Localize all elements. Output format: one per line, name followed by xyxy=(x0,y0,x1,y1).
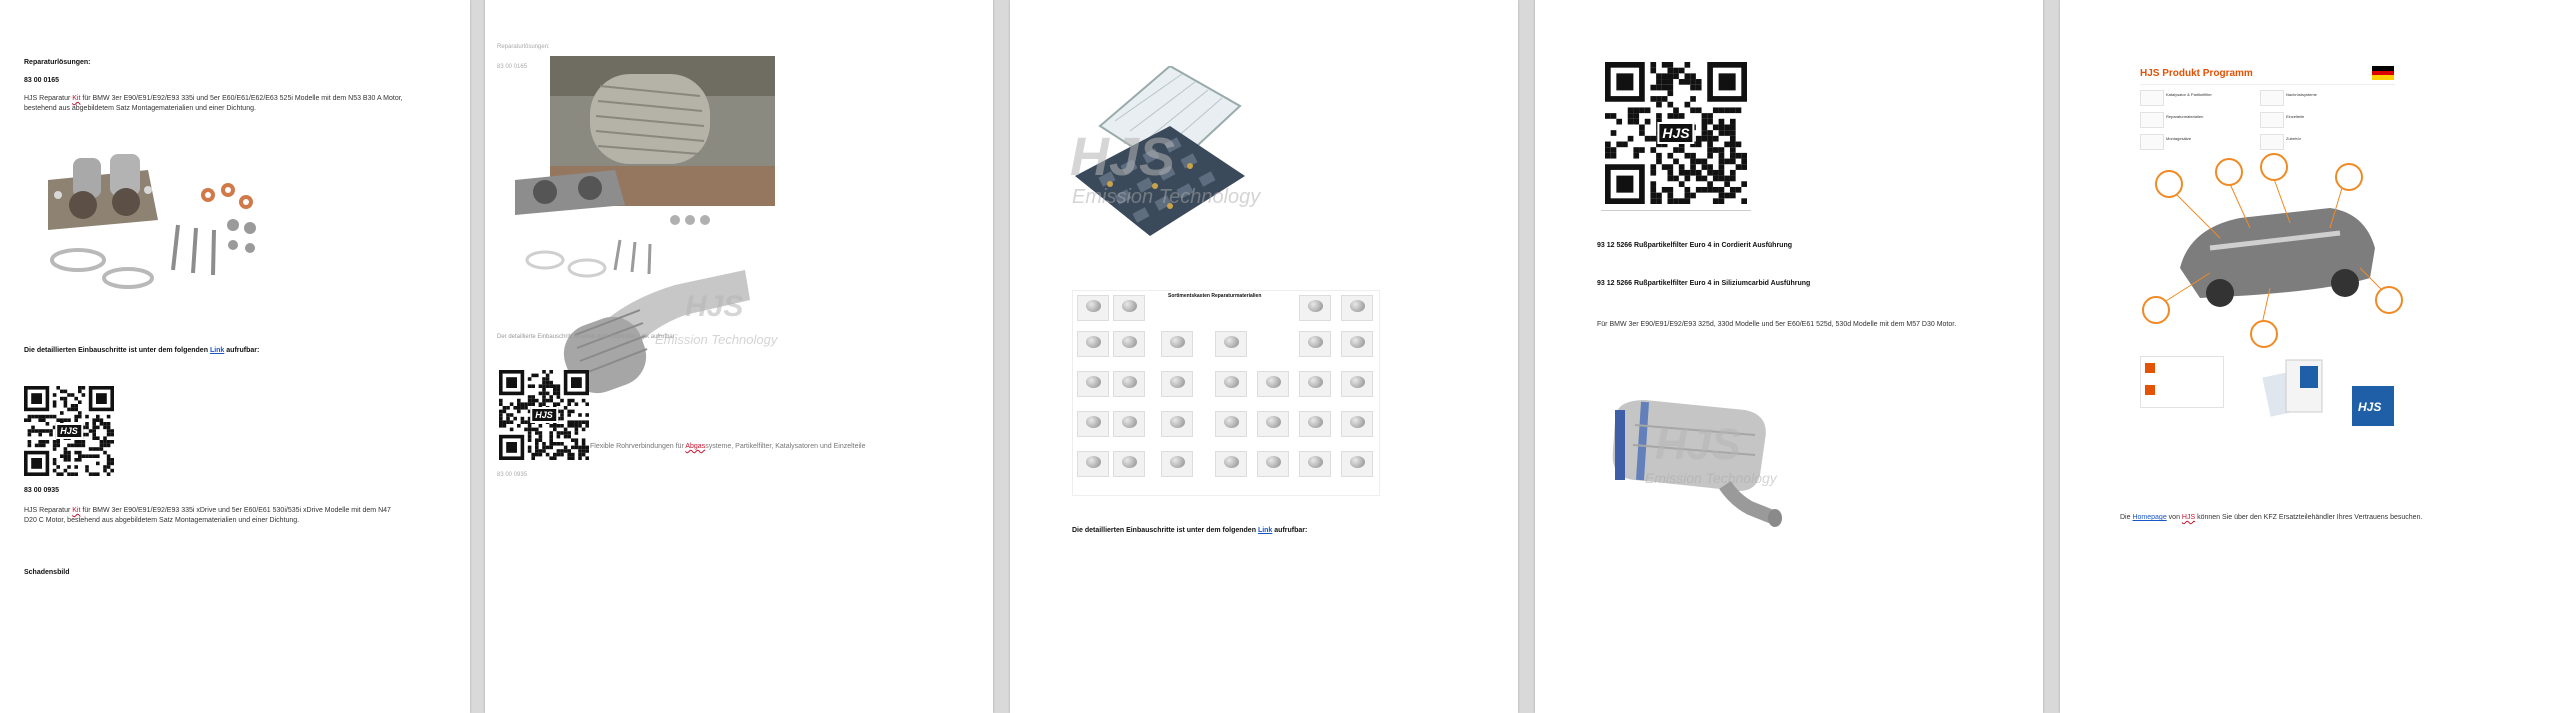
sheet-item xyxy=(1299,371,1331,397)
page1-code-2: 83 00 0935 xyxy=(24,487,60,494)
sheet-item xyxy=(1257,371,1289,397)
callout-ring xyxy=(2142,296,2170,324)
page2-bottom-text xyxy=(590,442,890,452)
sheet-item xyxy=(1215,371,1247,397)
page3-watermark-sub: Emission Technology xyxy=(1072,186,1261,208)
sheet-item xyxy=(1257,451,1289,477)
document-page-4 xyxy=(1535,0,2043,713)
category-label: Katalysator & Partikelfilter xyxy=(2166,92,2212,97)
sheet-item xyxy=(1341,331,1373,357)
page2-caption: Der detaillierte Einbauschritt ist unter dem folgenden Link aufrufbar: xyxy=(497,334,677,340)
category-thumb xyxy=(2260,90,2284,106)
callout-ring xyxy=(2335,163,2363,191)
sheet-item xyxy=(1299,331,1331,357)
sheet-item xyxy=(1299,451,1331,477)
page4-line-2: 93 12 5266 Rußpartikelfilter Euro 4 in Siliziumcarbid Ausführung xyxy=(1597,280,1811,287)
bottom-text-prefix: Flexible Rohrverbindungen für xyxy=(590,443,684,450)
sheet-item xyxy=(1215,451,1247,477)
hjs-logo xyxy=(2352,386,2394,426)
sheet-item xyxy=(1161,451,1193,477)
install-suffix: aufrufbar: xyxy=(1274,527,1308,534)
desc1-prefix: HJS Reparatur xyxy=(24,95,71,102)
germany-flag-icon xyxy=(2372,66,2394,80)
program-title: HJS Produkt Programm xyxy=(2140,68,2253,79)
category-label: Nachrüstsysteme xyxy=(2286,92,2317,97)
sheet-item xyxy=(1257,411,1289,437)
page4-description: Für BMW 3er E90/E91/E92/E93 325d, 330d Modelle und 5er E60/E61 525d, 530d Modelle mit dem M57 D30 Motor. xyxy=(1597,321,1957,328)
page3-watermark: HJS xyxy=(1070,127,1176,187)
qr-logo: HJS xyxy=(1657,122,1694,144)
page1-description-2 xyxy=(24,506,404,526)
bottom-flagged-word: Abgas xyxy=(685,443,706,450)
sheet-item xyxy=(1077,331,1109,357)
homepage-prefix: Die xyxy=(2120,514,2131,521)
desc2-prefix: HJS Reparatur xyxy=(24,507,71,514)
sheet-item xyxy=(1215,331,1247,357)
qr-logo: HJS xyxy=(530,407,558,423)
page2-footer: 83 00 0935 xyxy=(497,472,528,478)
callout-ring xyxy=(2250,320,2278,348)
sheet-item xyxy=(1341,451,1373,477)
category-thumb xyxy=(2140,134,2164,150)
sheet-item xyxy=(1341,411,1373,437)
category-thumb xyxy=(2140,90,2164,106)
page2-watermark: HJS xyxy=(685,290,744,323)
sheet-item xyxy=(1299,411,1331,437)
product-sheet-title: Sortimentskasten Reparaturmaterialien xyxy=(1168,293,1262,299)
sheet-item xyxy=(1113,295,1145,321)
sheet-item xyxy=(1113,411,1145,437)
brochure-stack-image xyxy=(2256,352,2346,424)
page1-footer: Schadensbild xyxy=(24,569,70,576)
page1-code-1: 83 00 0165 xyxy=(24,77,60,84)
page2-qr-code[interactable] xyxy=(499,370,589,460)
sheet-item xyxy=(1077,411,1109,437)
qr-logo: HJS xyxy=(55,423,83,439)
page2-watermark-sub: Emission Technology xyxy=(655,332,778,347)
document-page-5 xyxy=(2060,0,2560,713)
homepage-mid: von xyxy=(2168,514,2180,521)
title-divider xyxy=(2140,84,2395,85)
bottom-text-rest: systeme, Partikelfilter, Katalysatoren und Einzelteile xyxy=(705,443,866,450)
category-label: Einzelteile xyxy=(2286,114,2305,119)
install-prefix: Die detaillierten Einbauschritte ist unter dem folgenden xyxy=(24,347,208,354)
page1-description-1 xyxy=(24,94,424,114)
sheet-item xyxy=(1161,371,1193,397)
page4-line-1: 93 12 5266 Rußpartikelfilter Euro 4 in Cordierit Ausführung xyxy=(1597,242,1793,249)
homepage-link[interactable]: Homepage xyxy=(2132,514,2167,521)
page4-watermark-sub: Emission Technology xyxy=(1645,470,1777,486)
page2-line-1: Reparaturlösungen: xyxy=(497,44,550,50)
page2-line-2: 83 00 0165 xyxy=(497,64,528,70)
sheet-item xyxy=(1077,451,1109,477)
category-label: Reparaturmaterialien xyxy=(2166,114,2204,119)
repair-kit-image xyxy=(28,150,268,300)
sheet-item xyxy=(1161,331,1193,357)
sheet-item xyxy=(1299,295,1331,321)
document-page-2 xyxy=(485,0,993,713)
info-bullet-icon xyxy=(2145,385,2155,395)
hjs-logo-text: HJS xyxy=(2358,400,2382,414)
document-page-3 xyxy=(1010,0,1518,713)
install-link[interactable]: Link xyxy=(1257,527,1273,534)
page1-heading: Reparaturlösungen: xyxy=(24,59,91,66)
desc2-rest: für BMW 3er E90/E91/E92/E93 335i xDrive und 5er E60/E61 530i/535i xDrive Modelle mit dem N47 D20 C Motor, bestehend aus abgebildetem Satz Montagematerialien und einer Dichtung. xyxy=(24,507,391,524)
sheet-item xyxy=(1341,295,1373,321)
product-sheet xyxy=(1072,290,1380,496)
install-instructions xyxy=(24,346,444,356)
desc2-flagged-word: Kit xyxy=(72,507,81,514)
page4-qr-code[interactable] xyxy=(1605,62,1747,204)
homepage-rest: können Sie über den KFZ Ersatzteilehändler Ihres Vertrauens besuchen. xyxy=(2197,514,2423,521)
page4-watermark: HJS xyxy=(1655,420,1741,469)
homepage-notice xyxy=(2120,513,2520,523)
sheet-item xyxy=(1077,295,1109,321)
category-label: Zubehör xyxy=(2286,136,2301,141)
sheet-item xyxy=(1113,331,1145,357)
category-thumb xyxy=(2260,134,2284,150)
sheet-item xyxy=(1341,371,1373,397)
callout-ring xyxy=(2155,170,2183,198)
callout-ring xyxy=(2215,158,2243,186)
info-bullet-icon xyxy=(2145,363,2155,373)
install-suffix: aufrufbar: xyxy=(226,347,260,354)
sheet-item xyxy=(1113,451,1145,477)
sheet-item xyxy=(1077,371,1109,397)
qr-code[interactable] xyxy=(24,386,114,476)
callout-ring xyxy=(2260,153,2288,181)
desc1-flagged-word: Kit xyxy=(72,95,81,102)
page3-install-instructions xyxy=(1072,526,1472,536)
category-label: Montagesätze xyxy=(2166,136,2192,141)
category-thumb xyxy=(2260,112,2284,128)
callout-ring xyxy=(2375,286,2403,314)
desc1-rest: für BMW 3er E90/E91/E92/E93 335i und 5er E60/E61/E62/E63 525i Modelle mit dem N53 B30 A Motor, bestehend aus abgebildetem Satz Montagematerialien und einer Dichtung. xyxy=(24,95,403,112)
category-thumb xyxy=(2140,112,2164,128)
flag-stripe xyxy=(2372,75,2394,80)
install-prefix: Die detaillierten Einbauschritte ist unter dem folgenden xyxy=(1072,527,1256,534)
brochure-info-card xyxy=(2140,356,2224,408)
qr-divider xyxy=(1601,210,1751,211)
homepage-flagged-word: HJS xyxy=(2181,514,2196,521)
sheet-item xyxy=(1215,411,1247,437)
sheet-item xyxy=(1161,411,1193,437)
sheet-item xyxy=(1113,371,1145,397)
install-link[interactable]: Link xyxy=(209,347,225,354)
document-page-1 xyxy=(0,0,470,713)
